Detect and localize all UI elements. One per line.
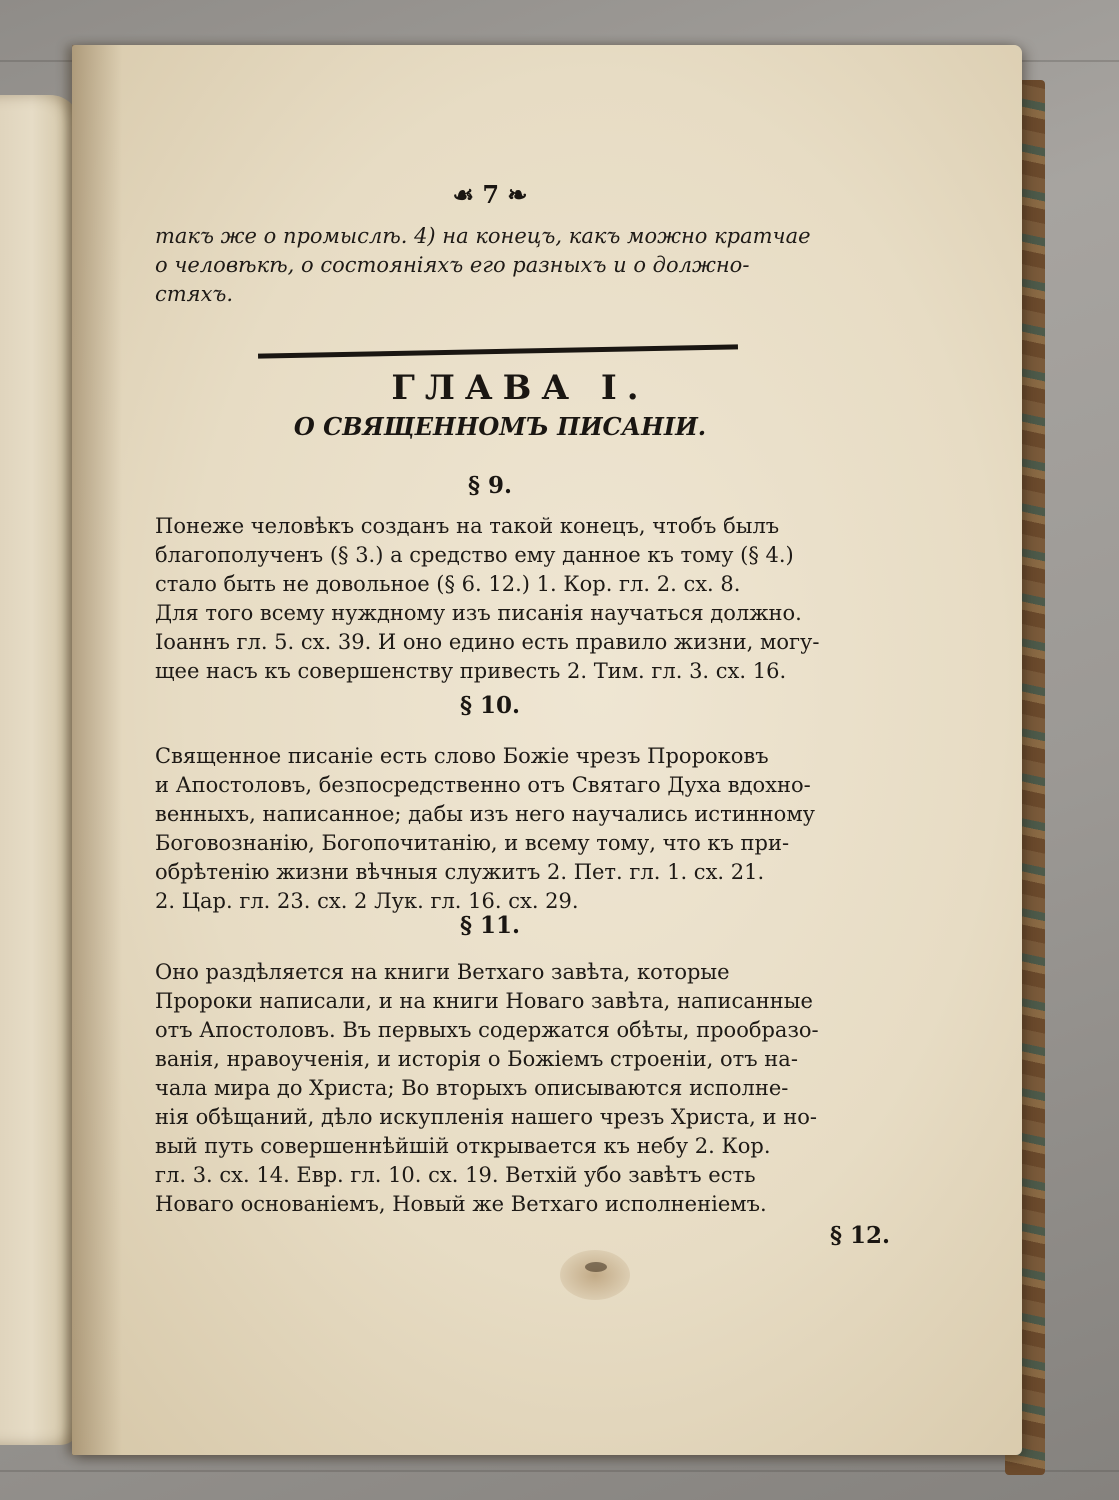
text-line: отъ Апостоловъ. Въ первыхъ содержатся обѣты, прообразо-	[155, 1018, 819, 1042]
text-line: и Апостоловъ, безпосредственно отъ Святаго Духа вдохно-	[155, 773, 811, 797]
section-paragraph	[155, 958, 855, 1219]
section-mark: § 10.	[459, 692, 521, 719]
text-line: Понеже человѣкъ созданъ на такой конецъ, чтобъ былъ	[155, 514, 780, 538]
ink-spot	[585, 1262, 607, 1272]
section-mark: § 11.	[459, 912, 521, 939]
text-line: щее насъ къ совершенству привесть 2. Тим. гл. 3. сх. 16.	[155, 659, 787, 683]
text-line: Священное писанiе есть слово Божiе чрезъ Пророковъ	[155, 744, 769, 768]
text-line: нiя обѣщаний, дѣло искупленiя нашего чрезъ Христа, и но-	[155, 1105, 817, 1129]
text-line: Боговознанiю, Богопочитанiю, и всему тому, что къ при-	[155, 831, 790, 855]
paper-stain	[560, 1250, 630, 1300]
chapter-title: ГЛАВА I.	[391, 368, 649, 408]
section-paragraph	[155, 512, 855, 686]
intro-paragraph	[155, 222, 855, 309]
text-line: о человѣкѣ, о состоянiяхъ его разныхъ и о должно-	[155, 253, 750, 277]
text-line: Пророки написали, и на книги Новаго завѣта, написанные	[155, 989, 813, 1013]
text-line: стало быть не довольное (§ 6. 12.) 1. Кор. гл. 2. сх. 8.	[155, 572, 741, 596]
text-line: венныхъ, написанное; дабы изъ него научались истинному	[155, 802, 816, 826]
section-mark: § 9.	[467, 472, 513, 499]
text-line: благополученъ (§ 3.) а средство ему данное къ тому (§ 4.)	[155, 543, 794, 567]
text-line: Оно раздѣляется на книги Ветхаго завѣта, которые	[155, 960, 730, 984]
text-line: Iоаннъ гл. 5. сх. 39. И оно едино есть правило жизни, могу-	[155, 630, 820, 654]
chapter-subtitle: О СВЯЩЕННОМЪ ПИСАНIИ.	[293, 412, 707, 441]
left-page-edge	[0, 95, 80, 1445]
text-line: стяхъ.	[155, 282, 234, 306]
text-line: чала мира до Христа; Во вторыхъ описываются исполне-	[155, 1076, 789, 1100]
text-line: обрѣтенiю жизни вѣчныя служитъ 2. Пет. гл. 1. сх. 21.	[155, 860, 765, 884]
text-line: вый путь совершеннѣйшiй открывается къ небу 2. Кор.	[155, 1134, 771, 1158]
section-paragraph	[155, 742, 855, 916]
wood-grain	[0, 1470, 1119, 1472]
page-header: ☙ 7 ❧	[452, 180, 528, 209]
text-line: такъ же о промыслѣ. 4) на конецъ, какъ можно кратчае	[155, 224, 811, 248]
text-line: Новаго основанiемъ, Новый же Ветхаго исполненiемъ.	[155, 1192, 767, 1216]
text-line: 2. Цар. гл. 23. сх. 2 Лук. гл. 16. сх. 29.	[155, 889, 579, 913]
page-gutter-shadow	[72, 45, 122, 1455]
text-line: ванiя, нравоученiя, и исторiя о Божiемъ строенiи, отъ на-	[155, 1047, 798, 1071]
catchword: § 12.	[829, 1222, 890, 1249]
text-line: Для того всему нуждному изъ писанiя научаться должно.	[155, 601, 802, 625]
text-line: гл. 3. сх. 14. Евр. гл. 10. сх. 19. Ветхiй убо завѣтъ есть	[155, 1163, 756, 1187]
